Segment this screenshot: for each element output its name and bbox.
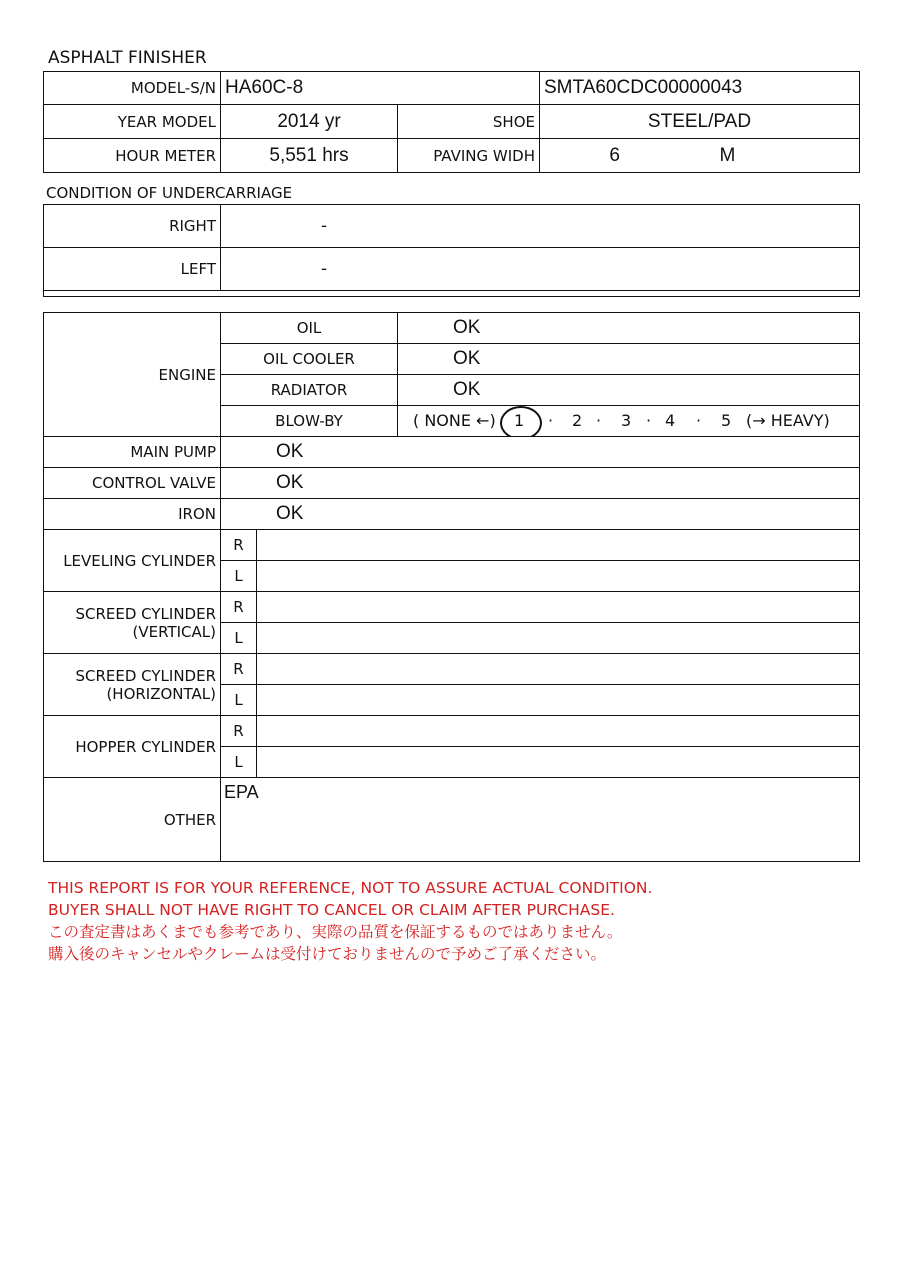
oil-label: OIL	[221, 313, 398, 344]
model-sn-label: MODEL-S/N	[44, 72, 221, 105]
screed-horizontal-label	[44, 654, 221, 716]
blowby-1: 1	[514, 411, 525, 430]
leveling-l-value	[257, 561, 860, 592]
blowby-dot: ·	[596, 411, 602, 430]
year-model-label: YEAR MODEL	[44, 105, 221, 139]
model-value: HA60C-8	[221, 72, 540, 105]
blowby-2: 2	[572, 411, 583, 430]
iron-value: OK	[221, 499, 860, 530]
disclaimer-line-1: THIS REPORT IS FOR YOUR REFERENCE, NOT TO ASSURE ACTUAL CONDITION.	[48, 879, 653, 897]
leveling-r-value	[257, 530, 860, 561]
screed-vertical-l-value	[257, 623, 860, 654]
hopper-l-value	[257, 747, 860, 778]
iron-label: IRON	[44, 499, 221, 530]
blowby-label: BLOW-BY	[221, 406, 398, 437]
blowby-dot: ·	[646, 411, 652, 430]
disclaimer-line-4: 購入後のキャンセルやクレームは受付けておりませんので予めご了承ください。	[48, 945, 607, 963]
undercarriage-right-value: -	[221, 205, 860, 248]
screed-horizontal-l-value	[257, 685, 860, 716]
radiator-value: OK	[398, 375, 860, 406]
undercarriage-table	[43, 204, 860, 297]
hour-meter-label: HOUR METER	[44, 139, 221, 173]
disclaimer-line-2: BUYER SHALL NOT HAVE RIGHT TO CANCEL OR CLAIM AFTER PURCHASE.	[48, 901, 615, 919]
shoe-label: SHOE	[398, 105, 540, 139]
hopper-r-value	[257, 716, 860, 747]
hopper-l-label: L	[221, 747, 257, 778]
screed-horizontal-r-value	[257, 654, 860, 685]
screed-vertical-l-label: L	[221, 623, 257, 654]
blowby-scale	[398, 406, 860, 437]
blowby-3: 3	[621, 411, 632, 430]
undercarriage-left-label: LEFT	[44, 248, 221, 291]
oil-value: OK	[398, 313, 860, 344]
screed-vertical-label	[44, 592, 221, 654]
serial-value: SMTA60CDC00000043	[540, 72, 860, 105]
other-label: OTHER	[44, 778, 221, 862]
undercarriage-title: CONDITION OF UNDERCARRIAGE	[46, 184, 293, 202]
blowby-5: 5	[721, 411, 732, 430]
disclaimer	[48, 877, 652, 965]
paving-width-label: PAVING WIDH	[398, 139, 540, 173]
undercarriage-spacer	[44, 291, 860, 297]
paving-width-value: 6	[609, 144, 620, 166]
disclaimer-line-3: この査定書はあくまでも参考であり、実際の品質を保証するものではありません。	[48, 923, 623, 941]
undercarriage-left-value: -	[221, 248, 860, 291]
screed-vertical-line2: (VERTICAL)	[132, 622, 216, 641]
radiator-label: RADIATOR	[221, 375, 398, 406]
blowby-dot: ·	[548, 411, 554, 430]
machine-info-table	[43, 71, 860, 173]
hour-meter-value: 5,551 hrs	[221, 139, 398, 173]
shoe-value: STEEL/PAD	[540, 105, 860, 139]
control-valve-value: OK	[221, 468, 860, 499]
engine-label: ENGINE	[44, 313, 221, 437]
paving-width-cell	[540, 139, 860, 173]
screed-vertical-line1: SCREED CYLINDER	[75, 604, 216, 623]
screed-horizontal-l-label: L	[221, 685, 257, 716]
screed-vertical-r-value	[257, 592, 860, 623]
other-value: EPA	[221, 778, 860, 862]
screed-vertical-r-label: R	[221, 592, 257, 623]
leveling-r-label: R	[221, 530, 257, 561]
leveling-cylinder-label: LEVELING CYLINDER	[44, 530, 221, 592]
main-pump-label: MAIN PUMP	[44, 437, 221, 468]
screed-horizontal-line2: (HORIZONTAL)	[106, 684, 216, 703]
control-valve-label: CONTROL VALVE	[44, 468, 221, 499]
year-model-value: 2014 yr	[221, 105, 398, 139]
paving-width-unit: M	[719, 144, 736, 166]
leveling-l-label: L	[221, 561, 257, 592]
hopper-cylinder-label: HOPPER CYLINDER	[44, 716, 221, 778]
hopper-r-label: R	[221, 716, 257, 747]
main-pump-value: OK	[221, 437, 860, 468]
document-title: ASPHALT FINISHER	[48, 48, 207, 68]
blowby-dot: ·	[696, 411, 702, 430]
inspection-table	[43, 312, 860, 862]
blowby-heavy: (→ HEAVY)	[746, 411, 830, 430]
undercarriage-right-label: RIGHT	[44, 205, 221, 248]
oil-cooler-value: OK	[398, 344, 860, 375]
screed-horizontal-r-label: R	[221, 654, 257, 685]
blowby-4: 4	[665, 411, 676, 430]
screed-horizontal-line1: SCREED CYLINDER	[75, 666, 216, 685]
oil-cooler-label: OIL COOLER	[221, 344, 398, 375]
blowby-none: ( NONE ←)	[413, 411, 496, 430]
